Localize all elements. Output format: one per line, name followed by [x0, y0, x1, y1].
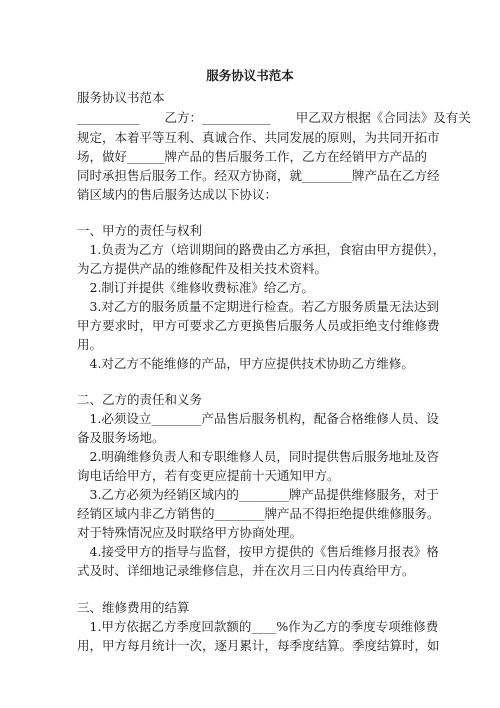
doc-line: 1.必须设立________产品售后服务机构，配备合格维修人员、设 [77, 411, 439, 426]
doc-line: 3.对乙方的服务质量不定期进行检查。若乙方服务质量无法达到 [77, 299, 439, 314]
section-heading-1: 一、甲方的责任与权利 [77, 223, 203, 238]
doc-line: 4.接受甲方的指导与监督，按甲方提供的《售后维修月报表》格 [77, 544, 439, 559]
doc-line: 场，做好______牌产品的售后服务工作，乙方在经销甲方产品的 [77, 149, 428, 164]
doc-line: 1.负责为乙方（培训期间的路费由乙方承担，食宿由甲方提供）， [77, 242, 446, 257]
section-heading-3: 三、维修费用的结算 [77, 600, 190, 615]
doc-line: 2.明确维修负责人和专职维修人员，同时提供售后服务地址及咨 [77, 449, 439, 464]
document-title: 服务协议书范本 [206, 68, 294, 83]
doc-line: 询电话给甲方，若有变更应提前十天通知甲方。 [77, 468, 340, 483]
doc-line: 用。 [77, 337, 103, 352]
doc-line: 销区域内的售后服务达成以下协议： [77, 187, 278, 202]
doc-line: 式及时、详细地记录维修信息，并在次月三日内传真给甲方。 [77, 563, 415, 578]
doc-line: 4.对乙方不能维修的产品，甲方应提供技术协助乙方维修。 [77, 356, 414, 371]
doc-line: 同时承担售后服务工作。经双方协商，就________牌产品在乙方经 [77, 168, 440, 183]
doc-line: 3.乙方必须为经销区域内的________牌产品提供维修服务，对于 [77, 487, 439, 502]
doc-line: __________ 乙方：___________ 甲乙双方根据《合同法》及有关 [77, 110, 471, 125]
doc-line: 2.制订并提供《维修收费标准》给乙方。 [77, 280, 314, 295]
doc-line: 1.甲方依据乙方季度回款额的____%作为乙方的季度专项维修费 [77, 619, 439, 634]
doc-line: 备及服务场地。 [77, 430, 165, 445]
doc-line: 用，甲方每月统计一次，逐月累计，每季度结算。季度结算时，如 [77, 638, 440, 653]
section-heading-2: 二、乙方的责任和义务 [77, 392, 203, 407]
doc-subtitle: 服务协议书范本 [77, 90, 165, 105]
doc-line: 甲方要求时，甲方可要求乙方更换售后服务人员或拒绝支付维修费 [77, 318, 440, 333]
doc-line: 对于特殊情况应及时联络甲方协商处理。 [77, 525, 303, 540]
doc-line: 经销区域内非乙方销售的________牌产品不得拒绝提供维修服务。 [77, 506, 440, 521]
doc-line: 为乙方提供产品的维修配件及相关技术资料。 [77, 261, 328, 276]
doc-line: 规定，本着平等互利、真诚合作、共同发展的原则，为共同开拓市 [77, 130, 440, 145]
